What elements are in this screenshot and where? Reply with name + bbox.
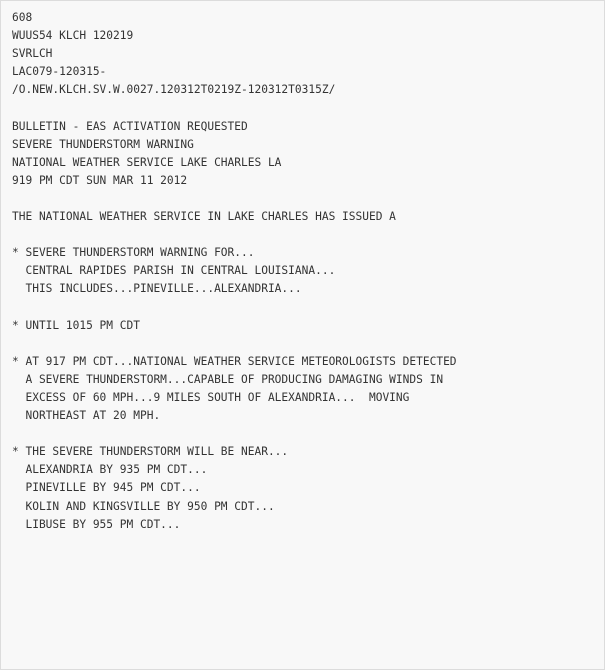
bulletin-line: * AT 917 PM CDT...NATIONAL WEATHER SERVICE METEOROLOGISTS DETECTED [12,354,457,368]
bulletin-line: A SEVERE THUNDERSTORM...CAPABLE OF PRODUCING DAMAGING WINDS IN [12,372,444,386]
bulletin-line: KOLIN AND KINGSVILLE BY 950 PM CDT... [12,499,275,513]
bulletin-line: PINEVILLE BY 945 PM CDT... [12,481,201,495]
bulletin-line: WUUS54 KLCH 120219 [12,29,134,43]
bulletin-line [12,226,604,244]
bulletin-line: NATIONAL WEATHER SERVICE LAKE CHARLES LA [12,155,282,169]
bulletin-line [12,99,604,117]
bulletin-line: THIS INCLUDES...PINEVILLE...ALEXANDRIA... [12,282,302,296]
bulletin-line: /O.NEW.KLCH.SV.W.0027.120312T0219Z-120312T0315Z/ [12,83,336,97]
bulletin-line: LIBUSE BY 955 PM CDT... [12,517,181,531]
bulletin-line: BULLETIN - EAS ACTIVATION REQUESTED [12,119,248,133]
bulletin-line [12,299,604,317]
bulletin-line [12,425,604,443]
bulletin-line: * THE SEVERE THUNDERSTORM WILL BE NEAR... [12,445,289,459]
bulletin-line: 608 [12,11,33,24]
bulletin-line: SVRLCH [12,47,53,61]
bulletin-line: * UNTIL 1015 PM CDT [12,318,140,332]
bulletin-line: * SEVERE THUNDERSTORM WARNING FOR... [12,246,255,260]
bulletin-line: EXCESS OF 60 MPH...9 MILES SOUTH OF ALEXANDRIA... MOVING [12,390,410,404]
bulletin-line: LAC079-120315- [12,65,107,79]
bulletin-line [12,335,604,353]
bulletin-line: ALEXANDRIA BY 935 PM CDT... [12,463,208,477]
bulletin-line: NORTHEAST AT 20 MPH. [12,409,161,423]
bulletin-line: THE NATIONAL WEATHER SERVICE IN LAKE CHARLES HAS ISSUED A [12,210,396,224]
bulletin-line: CENTRAL RAPIDES PARISH IN CENTRAL LOUISIANA... [12,264,336,278]
bulletin-line [12,190,604,208]
bulletin-line: 919 PM CDT SUN MAR 11 2012 [12,173,188,187]
bulletin-line: SEVERE THUNDERSTORM WARNING [12,137,194,151]
